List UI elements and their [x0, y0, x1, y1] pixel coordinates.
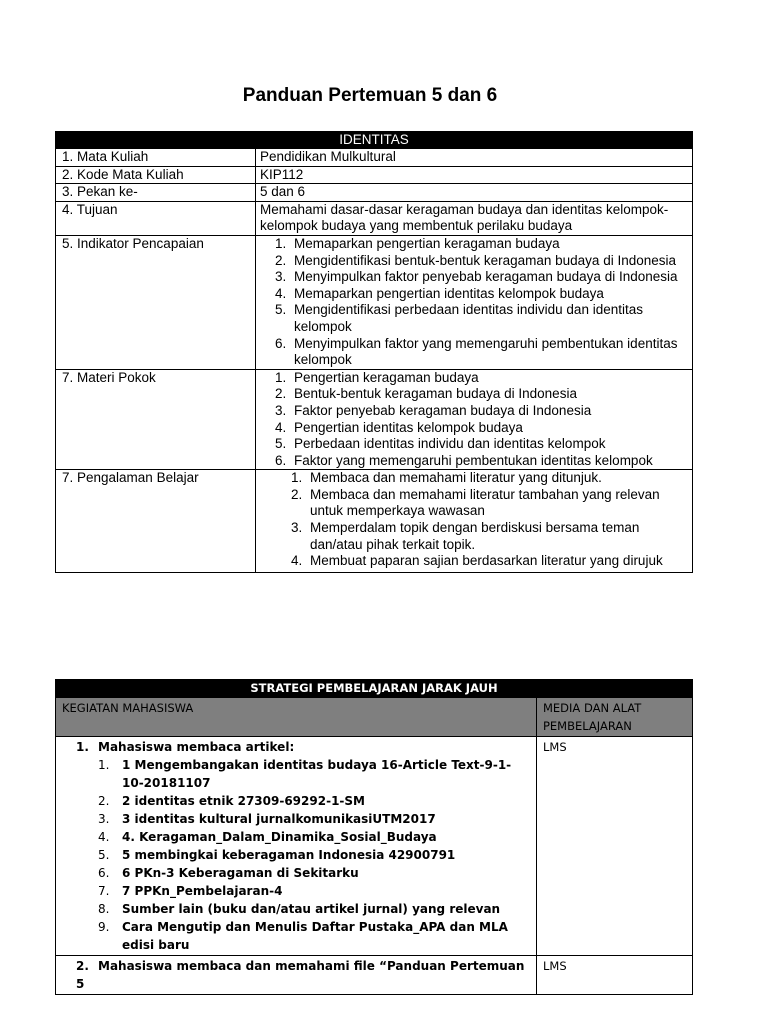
- list-item: 5. 5 membingkai keberagaman Indonesia 42900791: [98, 848, 456, 862]
- list-item: 2. Mengidentifikasi bentuk-bentuk keragaman budaya di Indonesia: [290, 253, 688, 270]
- column-header-kegiatan: KEGIATAN MAHASISWA: [56, 698, 537, 737]
- activity-number: 1.: [76, 740, 89, 754]
- list-item: 1. 1 Mengembangakan identitas budaya 16-Article Text-9-1-10-20181107: [98, 758, 512, 790]
- column-header-row: [56, 698, 693, 737]
- list-item: 1. Pengertian keragaman budaya: [290, 370, 688, 387]
- column-header-media: MEDIA DAN ALAT PEMBELAJARAN: [536, 698, 692, 737]
- indikator-cell: [256, 235, 693, 369]
- article-list: [62, 756, 530, 954]
- list-item: 4. Memaparkan pengertian identitas kelompok budaya: [290, 286, 688, 303]
- kegiatan-cell: [56, 737, 537, 956]
- list-item: 3. Faktor penyebab keragaman budaya di Indonesia: [290, 403, 688, 420]
- kegiatan-cell: [56, 956, 537, 995]
- table-row: [56, 184, 693, 202]
- row-label: 7. Pengalaman Belajar: [56, 470, 256, 573]
- list-item: 2. Membaca dan memahami literatur tambahan yang relevan untuk memperkaya wawasan: [306, 487, 688, 520]
- list-item: 5. Perbedaan identitas individu dan identitas kelompok: [290, 436, 688, 453]
- table-row: [56, 956, 693, 995]
- list-item: 4. Pengertian identitas kelompok budaya: [290, 420, 688, 437]
- list-item: 9. Cara Mengutip dan Menulis Daftar Pustaka_APA dan MLA edisi baru: [98, 920, 508, 952]
- activity-item: [62, 957, 530, 993]
- table-row: [56, 166, 693, 184]
- indikator-list: [260, 236, 688, 369]
- row-value: Memahami dasar-dasar keragaman budaya dan identitas kelompok-kelompok budaya yang membentuk perilaku budaya: [256, 201, 693, 235]
- list-item: 1. Membaca dan memahami literatur yang ditunjuk.: [306, 470, 688, 487]
- table-row: [56, 149, 693, 167]
- activity-text: Mahasiswa membaca artikel:: [98, 740, 295, 754]
- list-item: 6. Faktor yang memengaruhi pembentukan identitas kelompok: [290, 453, 688, 470]
- pengalaman-cell: [256, 470, 693, 573]
- row-value: 5 dan 6: [256, 184, 693, 202]
- list-item: 3. Menyimpulkan faktor penyebab keragaman budaya di Indonesia: [290, 269, 688, 286]
- table-row: [56, 369, 693, 470]
- list-item: 6. Menyimpulkan faktor yang memengaruhi pembentukan identitas kelompok: [290, 336, 688, 369]
- pengalaman-list: [260, 470, 688, 570]
- list-item: 4. Membuat paparan sajian berdasarkan literatur yang dirujuk: [306, 553, 688, 570]
- list-item: 3. Memperdalam topik dengan berdiskusi bersama teman dan/atau pihak terkait topik.: [306, 520, 688, 553]
- row-label: 5. Indikator Pencapaian: [56, 235, 256, 369]
- strategi-table: [55, 679, 693, 995]
- activity-text: Mahasiswa membaca dan memahami file “Panduan Pertemuan 5: [76, 959, 525, 991]
- list-item: 7. 7 PPKn_Pembelajaran-4: [98, 884, 283, 898]
- activity-item: [62, 738, 530, 756]
- table-row: [56, 470, 693, 573]
- materi-list: [260, 370, 688, 470]
- row-label: 4. Tujuan: [56, 201, 256, 235]
- page-title: Panduan Pertemuan 5 dan 6: [242, 85, 498, 106]
- materi-cell: [256, 369, 693, 470]
- row-label: 3. Pekan ke-: [56, 184, 256, 202]
- identitas-table: [55, 131, 693, 573]
- table-row: [56, 235, 693, 369]
- row-label: 2. Kode Mata Kuliah: [56, 166, 256, 184]
- media-cell: LMS: [536, 737, 692, 956]
- list-item: 1. Memaparkan pengertian keragaman budaya: [290, 236, 688, 253]
- list-item: 2. 2 identitas etnik 27309-69292-1-SM: [98, 794, 365, 808]
- table-row: [56, 737, 693, 956]
- list-item: 2. Bentuk-bentuk keragaman budaya di Indonesia: [290, 386, 688, 403]
- row-value: Pendidikan Mulkultural: [256, 149, 693, 167]
- identitas-header: IDENTITAS: [56, 132, 693, 149]
- table-row: [56, 201, 693, 235]
- list-item: 4. 4. Keragaman_Dalam_Dinamika_Sosial_Budaya: [98, 830, 437, 844]
- row-value: KIP112: [256, 166, 693, 184]
- media-cell: LMS: [536, 956, 692, 995]
- list-item: 8. Sumber lain (buku dan/atau artikel jurnal) yang relevan: [98, 902, 501, 916]
- strategi-header: STRATEGI PEMBELAJARAN JARAK JAUH: [56, 680, 693, 698]
- list-item: 6. 6 PKn-3 Keberagaman di Sekitarku: [98, 866, 359, 880]
- list-item: 3. 3 identitas kultural jurnalkomunikasiUTM2017: [98, 812, 436, 826]
- row-label: 1. Mata Kuliah: [56, 149, 256, 167]
- row-label: 7. Materi Pokok: [56, 369, 256, 470]
- list-item: 5. Mengidentifikasi perbedaan identitas individu dan identitas kelompok: [290, 302, 688, 335]
- activity-number: 2.: [76, 959, 89, 973]
